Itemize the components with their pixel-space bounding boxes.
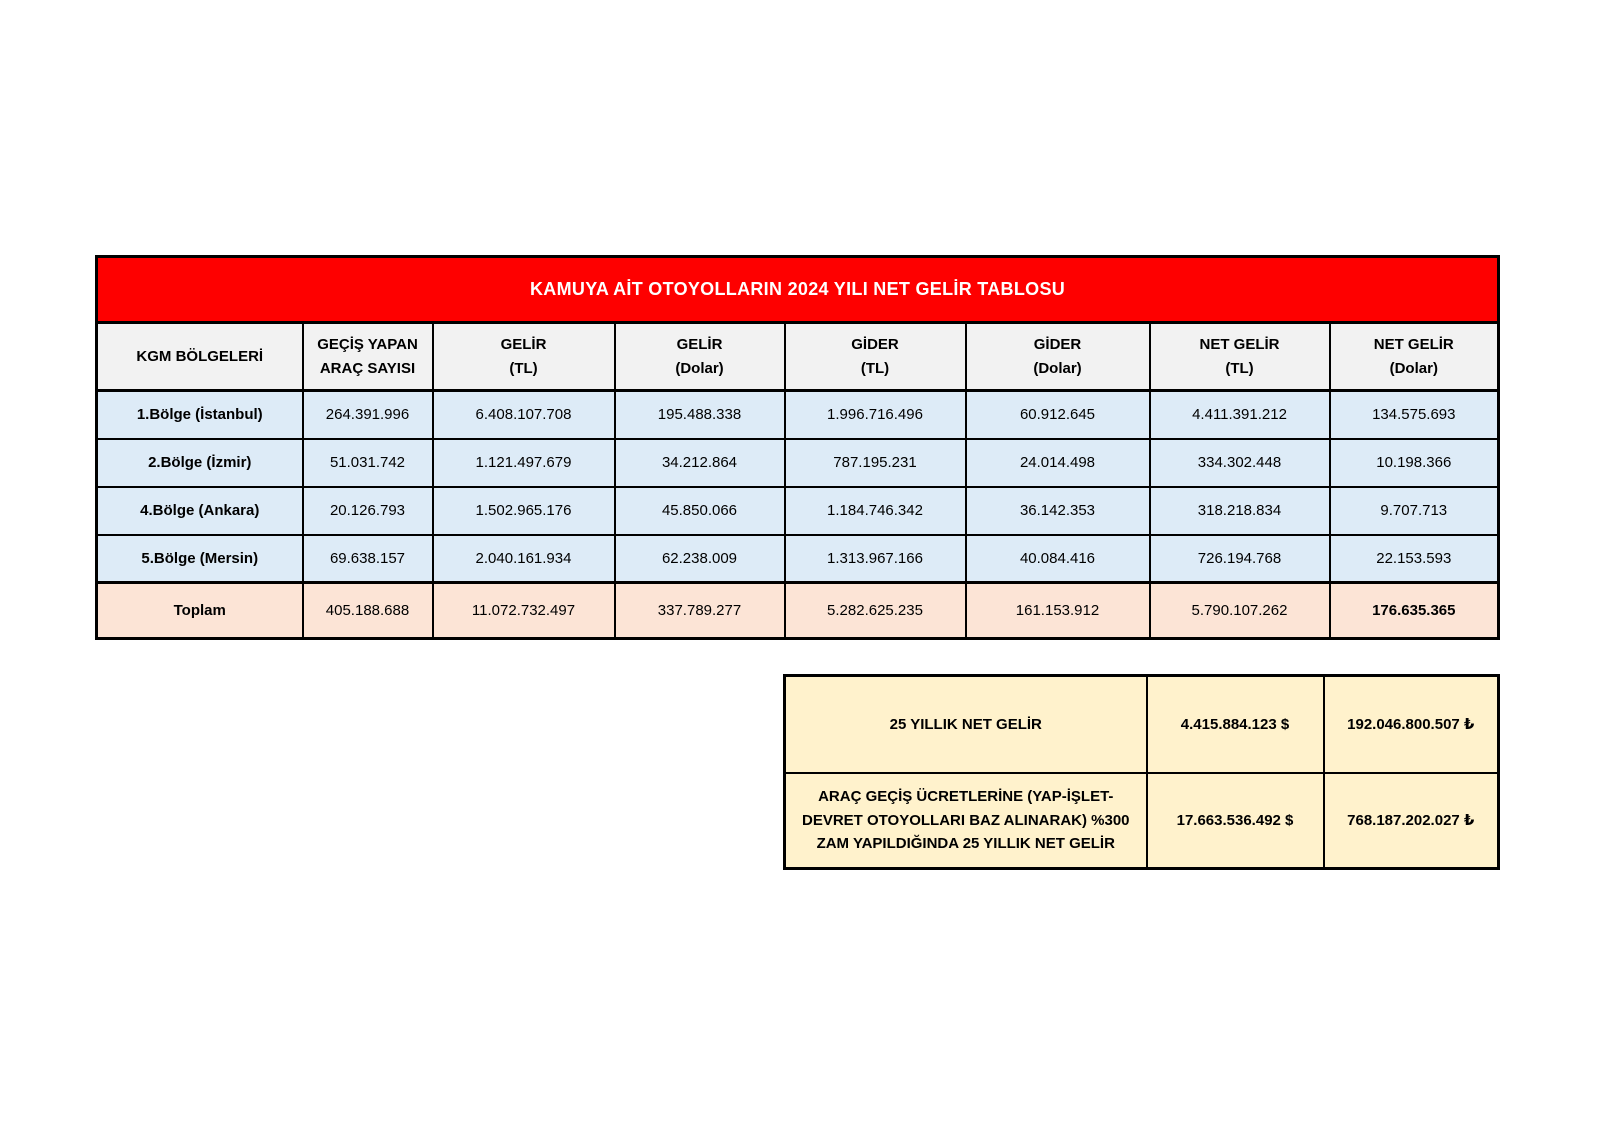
col-header-kgm-bolgeleri <box>97 323 303 391</box>
value-cell: 1.184.746.342 <box>785 487 966 535</box>
col-header-line2: (TL) <box>1225 359 1254 377</box>
region-cell: 1.Bölge (İstanbul) <box>97 391 303 439</box>
table-header-row <box>97 323 1499 391</box>
value-cell: 6.408.107.708 <box>433 391 615 439</box>
region-cell: 4.Bölge (Ankara) <box>97 487 303 535</box>
col-header-line1: GİDER <box>1033 336 1082 354</box>
col-header-line2: ARAÇ SAYISI <box>319 359 416 377</box>
summary-usd-cell: 4.415.884.123 $ <box>1147 676 1324 773</box>
total-value-cell: 337.789.277 <box>615 583 785 639</box>
value-cell: 22.153.593 <box>1330 535 1499 583</box>
summary-row-net-income <box>785 676 1499 773</box>
col-header-net-gelir-dolar <box>1330 323 1499 391</box>
table-title-row <box>97 257 1499 323</box>
total-value-cell: 5.282.625.235 <box>785 583 966 639</box>
col-header-line2: (TL) <box>860 359 890 377</box>
col-header-line2: (Dolar) <box>1033 359 1082 377</box>
col-header-line1: NET GELİR <box>1199 336 1280 354</box>
table-row-izmir <box>97 439 1499 487</box>
table-row-total <box>97 583 1499 639</box>
value-cell: 24.014.498 <box>966 439 1150 487</box>
grand-total-cell: 176.635.365 <box>1330 583 1499 639</box>
value-cell: 318.218.834 <box>1150 487 1330 535</box>
25-year-summary-table <box>783 674 1500 870</box>
summary-try-cell: 768.187.202.027 ₺ <box>1324 773 1499 869</box>
col-header-net-gelir-tl <box>1150 323 1330 391</box>
col-header-gider-tl <box>785 323 966 391</box>
table-row-mersin <box>97 535 1499 583</box>
value-cell: 1.502.965.176 <box>433 487 615 535</box>
value-cell: 334.302.448 <box>1150 439 1330 487</box>
total-value-cell: 161.153.912 <box>966 583 1150 639</box>
value-cell: 20.126.793 <box>303 487 433 535</box>
value-cell: 40.084.416 <box>966 535 1150 583</box>
value-cell: 195.488.338 <box>615 391 785 439</box>
total-value-cell: 405.188.688 <box>303 583 433 639</box>
table-row-istanbul <box>97 391 1499 439</box>
value-cell: 62.238.009 <box>615 535 785 583</box>
total-value-cell: 11.072.732.497 <box>433 583 615 639</box>
region-cell: 2.Bölge (İzmir) <box>97 439 303 487</box>
col-header-gelir-dolar <box>615 323 785 391</box>
value-cell: 726.194.768 <box>1150 535 1330 583</box>
col-header-arac-sayisi <box>303 323 433 391</box>
table-row-ankara <box>97 487 1499 535</box>
total-value-cell: 5.790.107.262 <box>1150 583 1330 639</box>
value-cell: 60.912.645 <box>966 391 1150 439</box>
value-cell: 10.198.366 <box>1330 439 1499 487</box>
value-cell: 34.212.864 <box>615 439 785 487</box>
col-header-line1: NET GELİR <box>1373 336 1454 354</box>
summary-label-cell: ARAÇ GEÇİŞ ÜCRETLERİNE (YAP-İŞLET-DEVRET OTOYOLLARI BAZ ALINARAK) %300 ZAM YAPILDIĞINDA 25 YILLIK NET GELİR <box>785 773 1147 869</box>
col-header-line1: GEÇİŞ YAPAN <box>317 336 418 354</box>
value-cell: 1.121.497.679 <box>433 439 615 487</box>
net-income-table <box>95 255 1500 640</box>
region-cell: 5.Bölge (Mersin) <box>97 535 303 583</box>
value-cell: 1.996.716.496 <box>785 391 966 439</box>
col-header-gelir-tl <box>433 323 615 391</box>
value-cell: 4.411.391.212 <box>1150 391 1330 439</box>
value-cell: 45.850.066 <box>615 487 785 535</box>
value-cell: 69.638.157 <box>303 535 433 583</box>
col-header-line2: (Dolar) <box>675 359 724 377</box>
col-header-line2: (TL) <box>509 359 538 377</box>
value-cell: 787.195.231 <box>785 439 966 487</box>
value-cell: 9.707.713 <box>1330 487 1499 535</box>
summary-label-cell: 25 YILLIK NET GELİR <box>785 676 1147 773</box>
col-header-line2: (Dolar) <box>1389 359 1438 377</box>
col-header-gider-dolar <box>966 323 1150 391</box>
value-cell: 1.313.967.166 <box>785 535 966 583</box>
summary-try-cell: 192.046.800.507 ₺ <box>1324 676 1499 773</box>
total-label-cell: Toplam <box>97 583 303 639</box>
value-cell: 36.142.353 <box>966 487 1150 535</box>
main-table <box>95 255 1500 640</box>
summary-usd-cell: 17.663.536.492 $ <box>1147 773 1324 869</box>
summary-row-raised-toll <box>785 773 1499 869</box>
value-cell: 264.391.996 <box>303 391 433 439</box>
col-header-line1: KGM BÖLGELERİ <box>136 347 264 365</box>
col-header-line1: GELİR <box>500 336 547 354</box>
value-cell: 51.031.742 <box>303 439 433 487</box>
value-cell: 2.040.161.934 <box>433 535 615 583</box>
value-cell: 134.575.693 <box>1330 391 1499 439</box>
table-title: KAMUYA AİT OTOYOLLARIN 2024 YILI NET GELİR TABLOSU <box>97 257 1499 323</box>
col-header-line1: GELİR <box>676 336 723 354</box>
col-header-line1: GİDER <box>851 336 899 354</box>
summary-table <box>783 674 1500 870</box>
